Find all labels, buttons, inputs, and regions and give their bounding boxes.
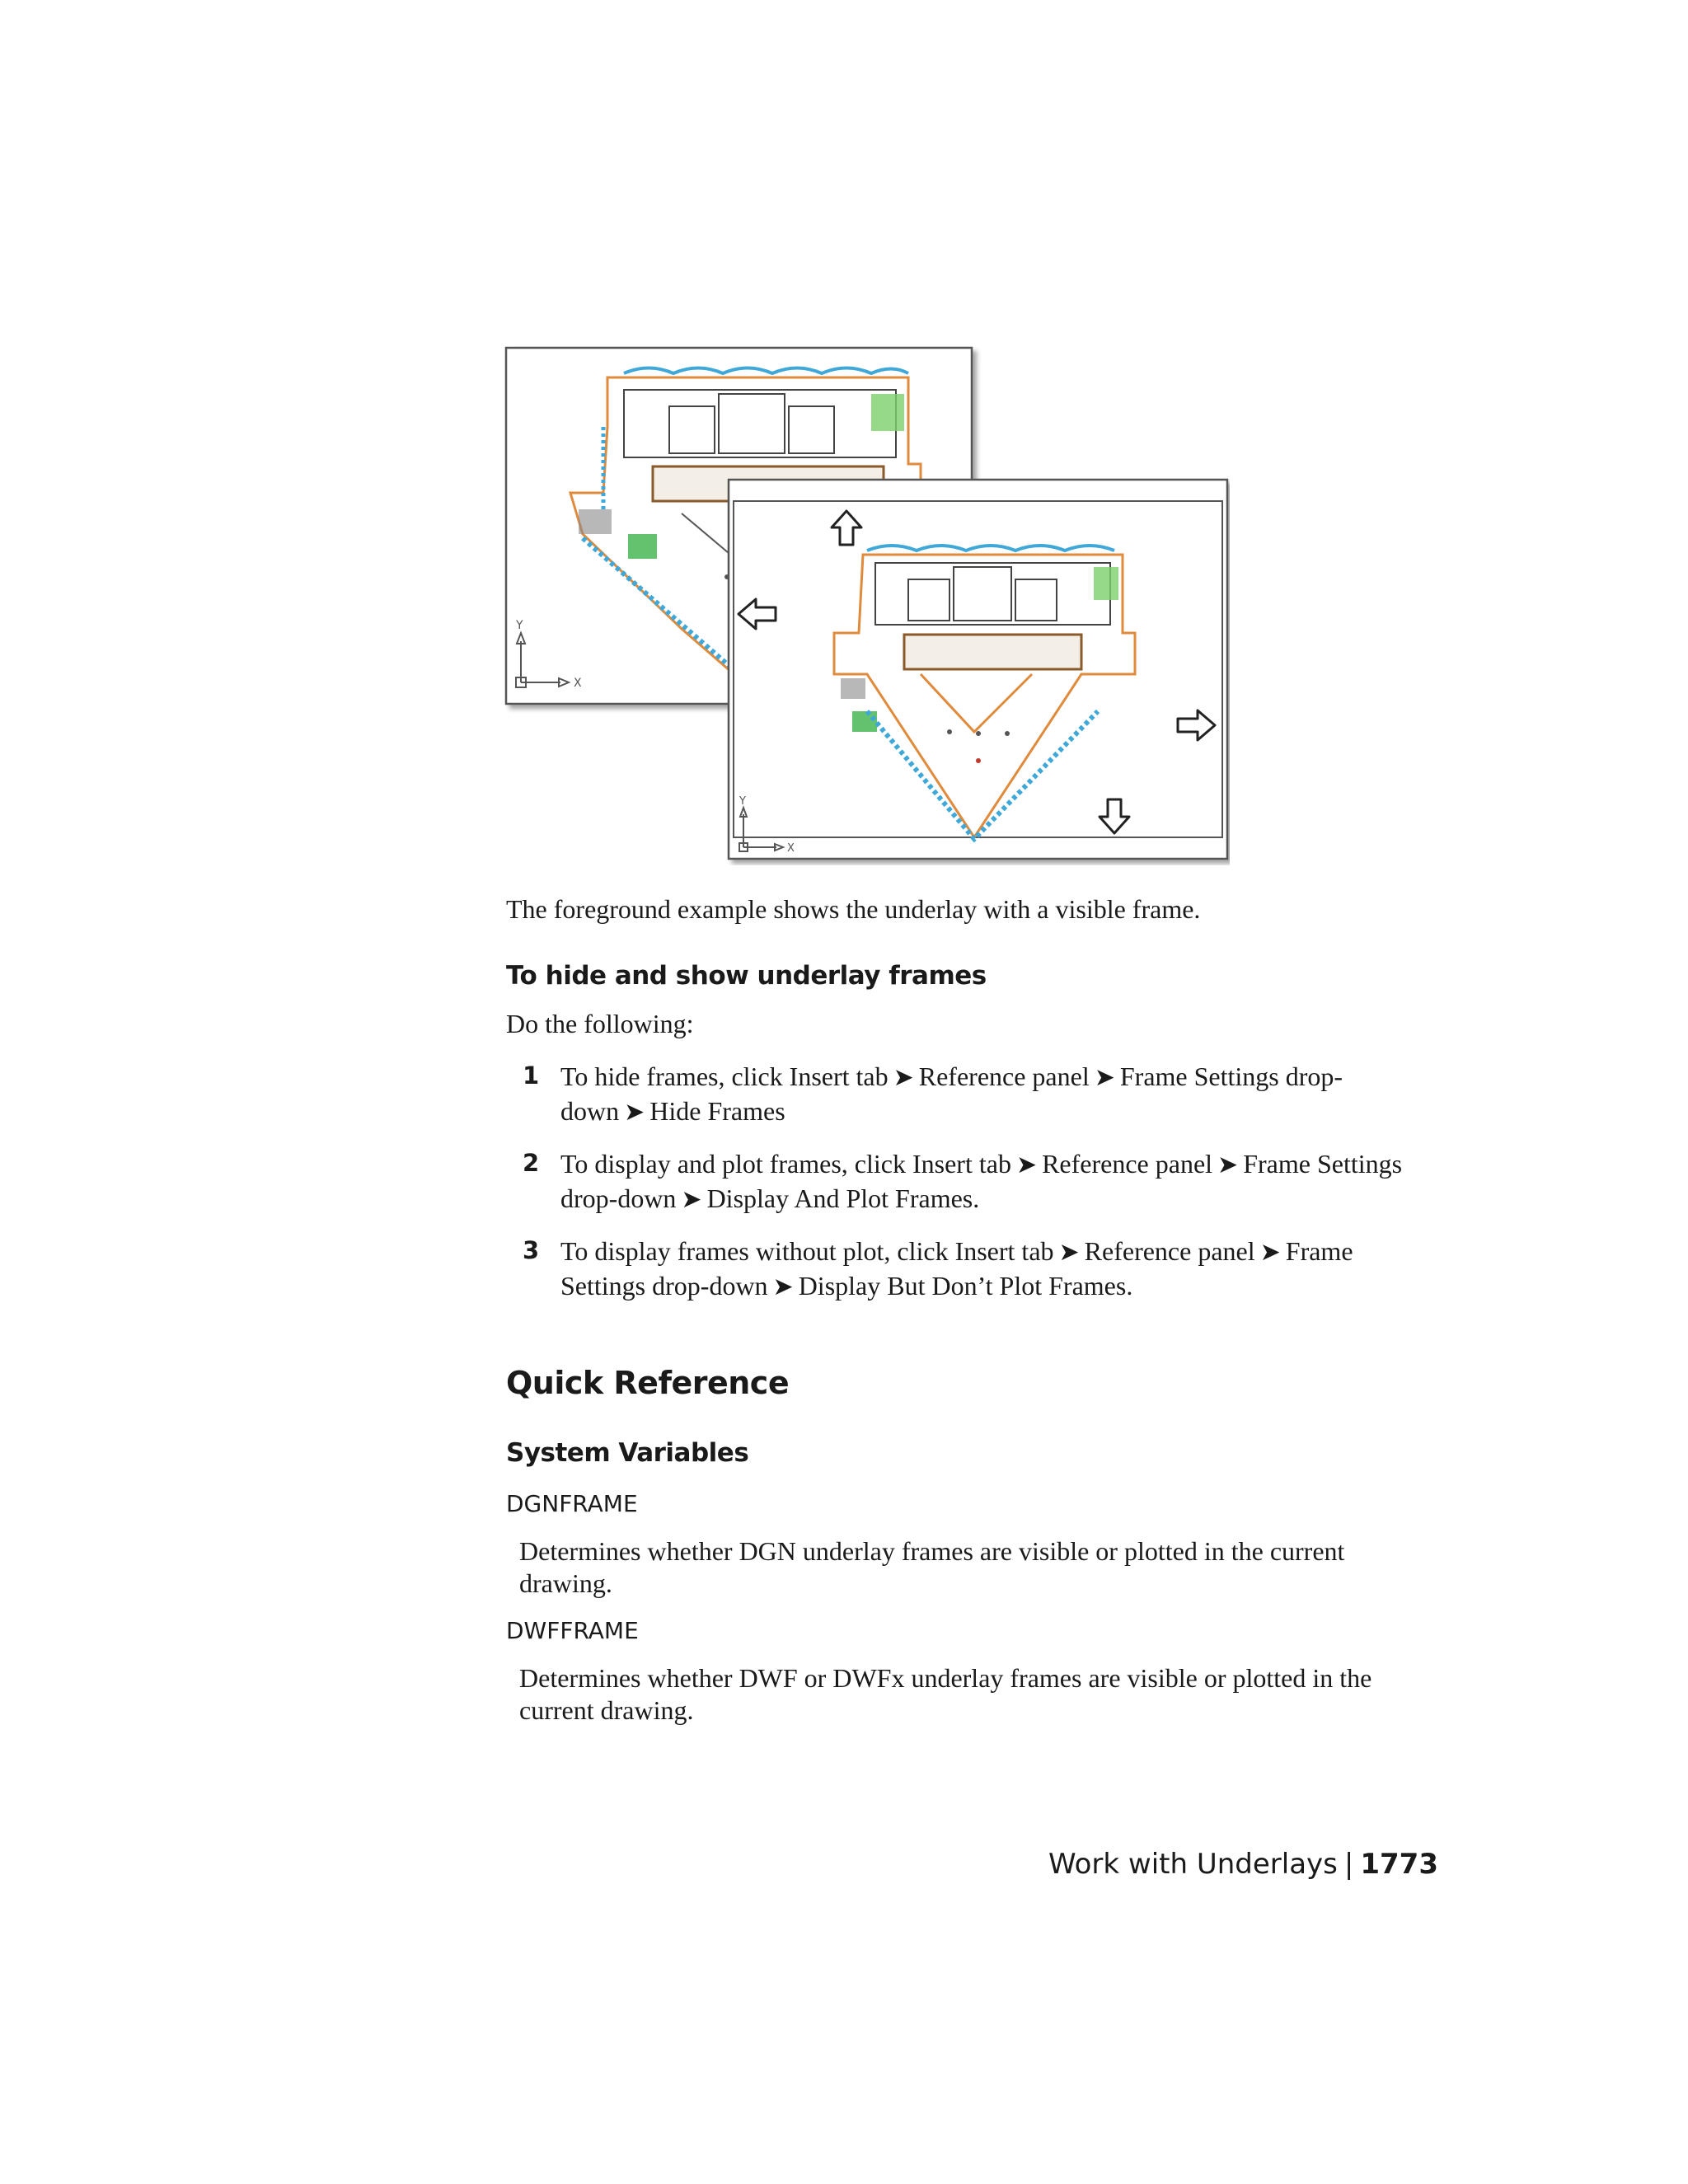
step-number: 2	[523, 1149, 540, 1177]
quick-reference-heading: Quick Reference	[506, 1365, 790, 1401]
menu-path-arrow-icon: ➤	[1094, 1063, 1115, 1092]
page-number: 1773	[1360, 1848, 1438, 1881]
menu-path-arrow-icon: ➤	[772, 1272, 794, 1301]
menu-path-arrow-icon: ➤	[681, 1185, 702, 1214]
step-number: 1	[523, 1062, 540, 1090]
menu-path-arrow-icon: ➤	[1015, 1151, 1038, 1179]
system-variable-description: Determines whether DWF or DWFx underlay frames are visible or plotted in the current drawing.	[519, 1663, 1372, 1725]
procedure-intro: Do the following:	[506, 1009, 694, 1038]
foreground-underlay	[729, 480, 1227, 859]
menu-path-arrow-icon: ➤	[1058, 1238, 1080, 1267]
figure-caption: The foreground example shows the underlay with a visible frame.	[506, 894, 1201, 924]
y-axis-label: Y	[516, 619, 523, 632]
step-text: To hide frames, click Insert tab ➤ Reference panel ➤ Frame Settings drop-down ➤ Hide Frames	[560, 1062, 1343, 1127]
x-axis-label: X	[787, 842, 795, 855]
underlay-frames-figure	[504, 344, 1230, 865]
x-axis-label: X	[574, 677, 582, 690]
system-variable-name: DGNFRAME	[506, 1490, 638, 1517]
footer-separator: |	[1343, 1848, 1354, 1881]
page-footer	[1048, 1848, 1438, 1881]
y-axis-label: Y	[739, 795, 746, 808]
footer-section-title: Work with Underlays	[1048, 1848, 1338, 1881]
system-variables-heading: System Variables	[506, 1438, 749, 1468]
menu-path-arrow-icon: ➤	[1217, 1151, 1239, 1179]
menu-path-arrow-icon: ➤	[893, 1063, 914, 1092]
menu-path-arrow-icon: ➤	[624, 1098, 645, 1127]
procedure-heading: To hide and show underlay frames	[506, 961, 987, 991]
step-text: To display frames without plot, click Insert tab ➤ Reference panel ➤ Frame Settings drop-down ➤ Display But Don’t Plot Frames.	[560, 1236, 1353, 1301]
system-variable-description: Determines whether DGN underlay frames are visible or plotted in the current drawing.	[519, 1536, 1345, 1598]
system-variable-name: DWFFRAME	[506, 1617, 639, 1644]
menu-path-arrow-icon: ➤	[1259, 1238, 1281, 1267]
step-number: 3	[523, 1236, 540, 1264]
step-text: To display and plot frames, click Insert tab ➤ Reference panel ➤ Frame Settings drop-down ➤ Display And Plot Frames.	[560, 1149, 1403, 1214]
